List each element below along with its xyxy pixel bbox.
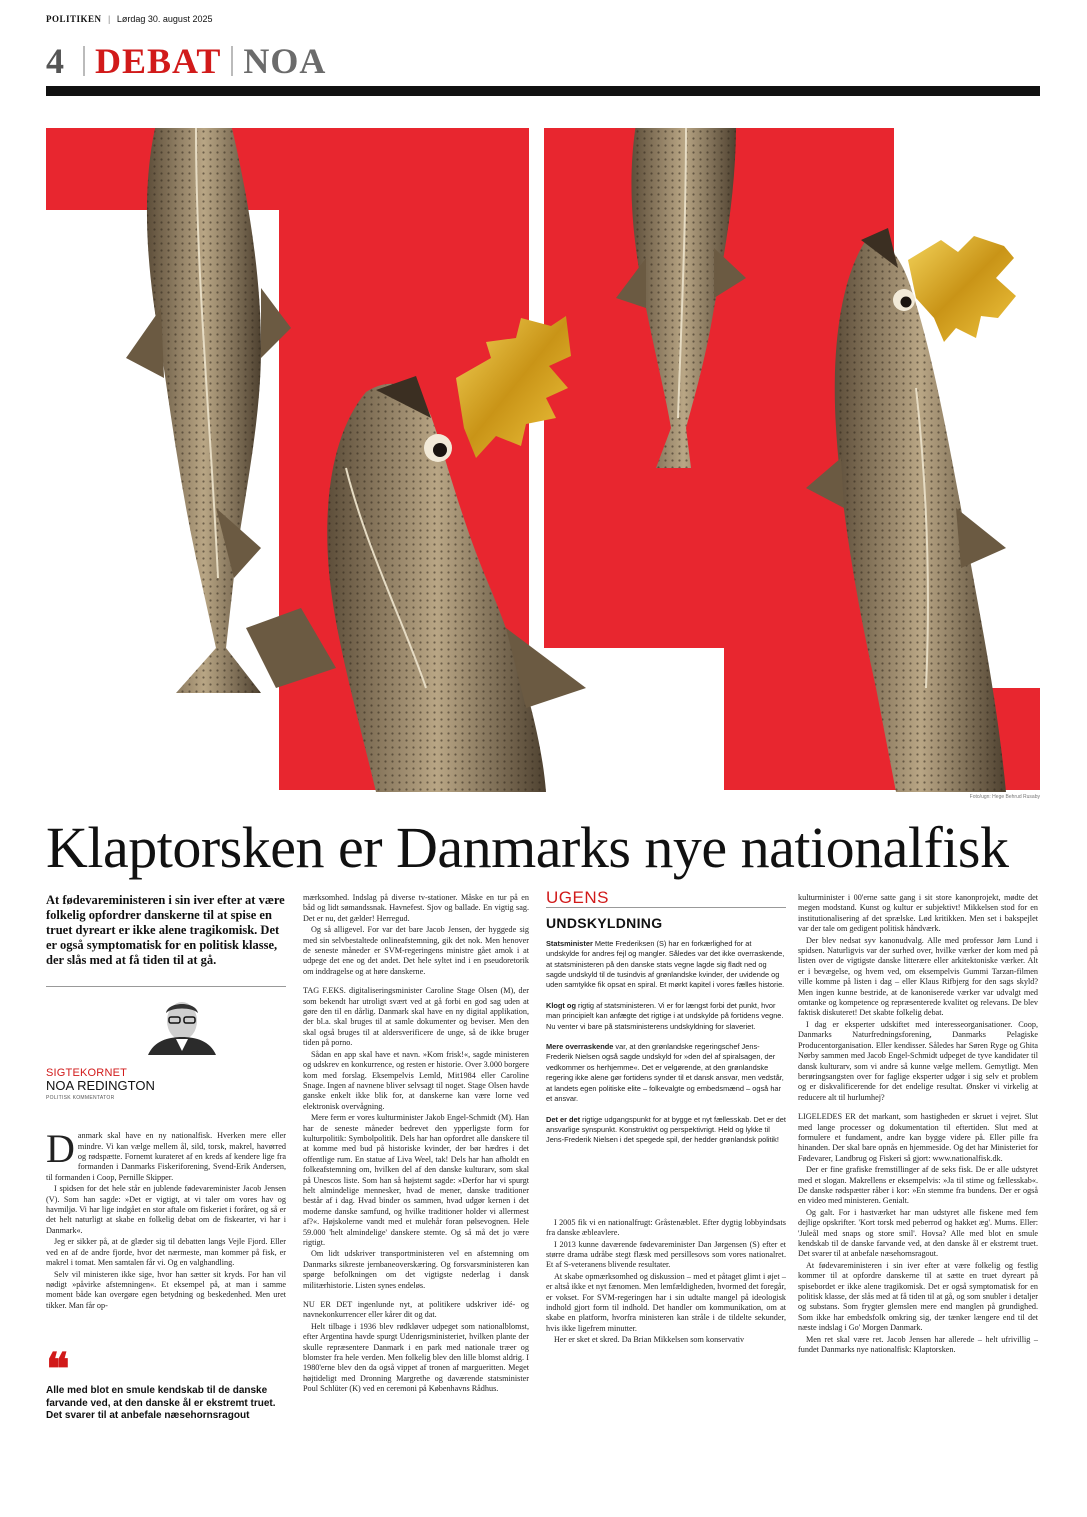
section-header: [46, 40, 326, 82]
paragraph: At skabe opmærksomhed og diskussion – med et påtaget glimt i øjet – er altså ikke et nyt fænomen. Men lemfældigheden, hvormed det foregår, er vokset. For SVM-regeringen har i sin udtalte mangel på ideologisk indhold gjort form til indhold. Det handler om kommunikation, om at skabe en platform, hvorfra ministeren kan stråle i de tildelte sekunder, hvis ikke ligefrem minutter.: [546, 1271, 786, 1333]
paragraph: Jeg er sikker på, at de glæder sig til debatten langs Vejle Fjord. Eller ved en af de andre fjorde, hvor det nærmeste, man kommer på fisk, er makrel i tomat. Men samtalen får vi. Og en valghandling.: [46, 1237, 286, 1268]
pull-quote-text: Alle med blot en smule kendskab til de danske farvande ved, at den danske ål er ekstremt truet. Det svarer til at anbefale næsehornsragout: [46, 1385, 276, 1422]
author-portrait: [126, 995, 238, 1055]
paragraph: kulturminister i 00'erne satte gang i sit store kanonprojekt, mødte det megen modstand. Kunst og kultur er subjektivt! Mikkelsen stod for en institutionalisering af det sprælske. Lød kritikken. Men set i bakspejlet var der tale om gedigent politisk håndværk.: [798, 893, 1038, 934]
author-role: POLITISK KOMMENTATOR: [46, 1094, 115, 1101]
box-kicker: UGENS: [546, 888, 609, 907]
paragraph: mærksomhed. Indslag på diverse tv-stationer. Måske en tur på en båd og lidt sømandssnak. Havnefest. Sjov og ballade. En vigtig sag. Det er nu, det gælder! Herregud.: [303, 893, 529, 923]
box-paragraph: Mere overraskende var, at den grønlandske regeringschef Jens-Frederik Nielsen også sagde undskyld for »den del af spiralsagen, der vedkommer os herhjemme«. Det er velgørende, at den grønlandske regering ikke alene gør fortidens synder til et dansk ansvar, men vedstår, at landets egen politiske elite – folkevalgte og embedsmænd – også har et ansvar.: [546, 1042, 784, 1104]
paragraph: Der er fine grafiske fremstillinger af de seks fisk. De er alle udstyret med et slogan. Makrellens er eksempelvis: »Ja til stime og fællesskab«. De danske rødspætter råber i kor: »En stemme fra bundens. Der er også en video med ministeren. Genialt.: [798, 1165, 1038, 1206]
header-rule: [46, 86, 1040, 96]
box-title: UNDSKYLDNING: [546, 915, 663, 932]
box-paragraph: Klogt og rigtig af statsministeren. Vi er for længst forbi det punkt, hvor man principielt kan anfægte det rigtige i at undskylde på fortidens vegne. Nu venter vi bare på statsministerens undskyldning for slaveriet.: [546, 1000, 784, 1031]
paragraph: Der blev nedsat syv kanonudvalg. Alle med professor Jørn Lund i spidsen. Naturligvis var der surhed over, hvilke værker der kom med på listen over de vigtigste danske litterære eller arkitektoniske værker. Alt er i bevægelse, og hvem ved, om eksempelvis Gummi Tarzan-filmen ville komme på listen i dag – eller Klaus Rifbjerg for den sags skyld? Men ingen kunne bestride, at de kanoniserede værker var udvalgt med omtanke og kompetence og repræsenterede kvalitet og relevans. De blev faktisk diskuteret! Det skabte folkelig debat.: [798, 935, 1038, 1018]
quote-mark-icon: ❝: [46, 1345, 70, 1395]
white-panel-bottom: [544, 648, 724, 790]
fish-illustration: [46, 128, 1040, 792]
box-paragraph: Det er det rigtige udgangspunkt for at bygge et nyt fællesskab. Det er det ansvarlige synspunkt. Konstruktivt og perspektivrigt. Held og lykke til Jens-Frederik Nielsen i det spegede spil, der hedder grønlandsk politik!: [546, 1114, 786, 1145]
column-3-body: [546, 1218, 786, 1346]
paragraph: Og så alligevel. For var det bare Jacob Jensen, der hyggede sig med sin selvbestaltede onlineafstemning, gik det nok. Men henover de seneste måneder er SVM-regeringens ministre gået amok i at udpege det ene og det andet. Det hele syltet ind i en pseudoretorik om inddragelse og at høre danskerne.: [303, 925, 529, 976]
column-3: [546, 888, 786, 1347]
drop-cap: D: [46, 1126, 75, 1172]
paragraph: TAG F.EKS. digitaliseringsminister Caroline Stage Olsen (M), der som bekendt har utroligt svært ved at gå forbi en god sag uden at gøre den til en dårlig. Danmark skal have en ny digital applikation, der bl.a. skal bruges til at samle dokumenter og beviser. Men den skal også bruges til at aldersverificere de unge, så de ikke bruger tiden på porno.: [303, 986, 529, 1048]
masthead-separator: |: [108, 14, 111, 24]
paragraph: Mere ferm er vores kulturminister Jakob Engel-Schmidt (M). Han har de seneste måneder bedrevet den ypperligste form for kulturpolitik: Symbolpolitik. Dels har han opfordret alle danskere til at komme med bud på historiske kvinder, der bør hædres i det offentlige rum. En statue af Liva Weel, tak! Dels har han afholdt en folkeafstemning om, hvilken del af den danske kulturarv, som skal på Unescos liste. Som han så højstemt sagde: »Derfor har vi spurgt helt almindelige mennesker, hvad de mener, danske traditioner består af i dag. Hvad binder os sammen, hvad udgør kernen i det moderne danske samfund, og hvilke traditioner holder vi allermest af?«. Højskolerne vandt med et mulehår foran pølsevognen. Hele 59.000 'helt almindelige' danskere stemte. Og så må det jo være rigtigt.: [303, 1113, 529, 1247]
paragraph: Her er sket et skred. Da Brian Mikkelsen som konservativ: [554, 1335, 745, 1345]
byline-kicker: SIGTEKORNET: [46, 1067, 128, 1080]
paragraph: Sådan en app skal have et navn. »Kom frisk!«, sagde ministeren og udskrev en konkurrence, og resten er historie. Over 3.000 borgere kom med forslag. Eksempelvis Lemld, Mit1984 eller Caroline Snage. Ingen af navnene bliver selvsagt til noget. Stage Olsen havde ganske enkelt ikke blik for, at danskerne kan være lorne ved elektronisk overvågning.: [303, 1049, 529, 1111]
photo-credit: Foto/ugn: Hege Behrud Rusaby: [969, 794, 1040, 800]
issue-date: Lørdag 30. august 2025: [116, 14, 213, 24]
pull-quote: [46, 1345, 286, 1423]
column-2: [303, 893, 529, 1396]
paragraph: LIGELEDES ER det markant, som hastigheden er skruet i vejret. Slut med lange processer og dokumentation til eftertiden. Slut med at formulere et fundament, andre kan bygge videre på. Eller pille fra hinanden. Der skal bare opnås en hjemmeside. Og det har Ministeriet for Fødevarer, Landbrug og Fiskeri så gjort: www.nationalfisk.dk.: [798, 1112, 1038, 1163]
byline-rule: [46, 986, 286, 987]
section-name: DEBAT: [95, 41, 222, 81]
paragraph: I spidsen for det hele står en jublende fødevareminister Jacob Jensen (V). Som han sagde: »Det er vigtigt, at vi taler om vores hav og havmiljø. Vi har lige indgået en stor aftale om fiskeriet i foråret, og så er det helt naturligt at skabe en folkelig debat om de fiskearter, vi har i Danmark«.: [46, 1184, 286, 1235]
section-divider: [231, 46, 233, 76]
section-divider: [83, 46, 85, 76]
paragraph: Men ret skal være ret. Jacob Jensen har allerede – helt ufrivillig – fundet Danmarks nye nationalfisk: Klaptorsken.: [798, 1334, 1038, 1355]
author-name: NOA REDINGTON: [46, 1077, 155, 1093]
sidebar-box: [546, 888, 786, 1146]
paragraph: Og galt. For i hastværket har man udstyret alle fiskene med fem dejlige opskrifter. 'Kort torsk med peberrod og hakket æg'. Mums. Eller: 'Juleål med snaps og store smil'. Hovsa? Alle med blot en smule kendskab til de danske farvande ved, at den danske ål er ekstremt truet. Det svarer til at anbefale næsehornsragout.: [798, 1207, 1038, 1259]
paragraph: NU ER DET ingenlunde nyt, at politikere udskriver idé- og navnekonkurrencer eller kårer dit og dat.: [303, 1300, 529, 1320]
paragraph: I dag er eksperter udskiftet med interesseorganisationer. Coop, Danmarks Naturfredningsforening, Danmarks Pelagiske Producentorganisation. Eller kendisser. Således har Søren Ryge og Ghita Nørby sammen med Jacob Engel-Schmidt udpeget de tyve kandidater til dansk kulturarv, som vi andre så kunne vælge mellem. Gemytligt. Men berøringsangsten over for faglige eksperter udgør i sig selv et problem og er diskvalificerende for det endelige resultat. Ønsker vi virkelig at reducere alt til hurlumhej?: [798, 1019, 1038, 1102]
paragraph: Helt tilbage i 1936 blev rødkløver udpeget som nationalblomst, efter Argentina havde spurgt Udenrigsministeriet, hvilken plante der skulle repræsentere Danmark i en park med nationale træer og blomster fra hele verden. Men folkelig blev den lille blomst aldrig. I 1980'erne blev den da også vippet af tronen af margueritten. Meget højtideligt med Dronning Margrethe og daværende statsminister Poul Schlüter (K) ved en ceremoni på Københavns Rådhus.: [303, 1321, 529, 1394]
box-paragraph: Statsminister Mette Frederiksen (S) har en forkærlighed for at undskylde for andres fejl og mangler. Således var det ikke overraskende, at statsministeren på den danske stats vegne lagde sig fladt ned og sagde undskyld til de tusindvis af grønlandske kvinder, der uvidende og uden samtykke fik opsat en spiral. Et mørkt kapitel i vores fælles historie.: [546, 938, 785, 990]
page-number: 4: [46, 41, 65, 81]
box-rule: [546, 907, 786, 908]
paragraph: I 2013 kunne daværende fødevareminister Dan Jørgensen (S) efter et større drama udråbe stegt flæsk med persillesovs som vores nationalret. Et af S-veteranens blivende resultater.: [546, 1239, 786, 1270]
paragraph: Danmark skal have en ny nationalfisk. Hverken mere eller mindre. Vi kan vælge mellem ål, sild, torsk, makrel, havørred og rødspætte. Fornemt kurateret af en kreds af kendere lige fra formanden i Danmarks Fiskeriforening, Svend-Erik Andersen, til formanden i Coop, Pernille Skipper.: [46, 1126, 286, 1182]
paper-name: POLITIKEN: [46, 14, 102, 24]
masthead: [46, 14, 212, 24]
paragraph: I 2005 fik vi en nationalfrugt: Gråstenæblet. Efter dygtig lobbyindsats fra danske æbleavlere.: [546, 1217, 786, 1238]
paragraph: At fødevareministeren i sin iver efter at være folkelig og festlig kommer til at opfordre danskerne til at sætte en truet dyreart på spisebordet er ikke alene tragikomisk. Det er også symptomatisk for en politisk klasse, der slås med at få tiden til at gå, og som snubler i detaljer og substans. Som frygter glemslen mere end manglen på grundighed. Som ikke har embedsfolk omkring sig, der tænker længere end til det næste indslag i Go' Morgen Danmark.: [798, 1260, 1038, 1333]
article-headline: Klaptorsken er Danmarks nye nationalfisk: [46, 815, 1009, 880]
column-1: [46, 893, 286, 1423]
subsection-name: NOA: [243, 41, 327, 81]
article-lead: At fødevareministeren i sin iver efter at være folkelig opfordrer danskerne til at spise en truet dyreart er ikke alene tragikomisk. Det er også symptomatisk for en politisk klasse, der slås med at få tiden til at gå.: [46, 893, 285, 967]
paragraph: Selv vil ministeren ikke sige, hvor han sætter sit kryds. For han vil nødigt »påvirke afstemningen«. Et eksempel på, at man i samme moment både kan overgøre egen betydning og beskedenhed. Men uret tikker. Man får op-: [46, 1269, 286, 1310]
column-4: [798, 893, 1038, 1356]
paragraph: Om lidt udskriver transportministeren vel en afstemning om Danmarks sikreste jernbaneoverskæring. Og forsvarsministeren kan spørge befolkningen om det vigtigste nederlag i dansk militærhistorie. Listen synes endeløs.: [303, 1249, 529, 1290]
